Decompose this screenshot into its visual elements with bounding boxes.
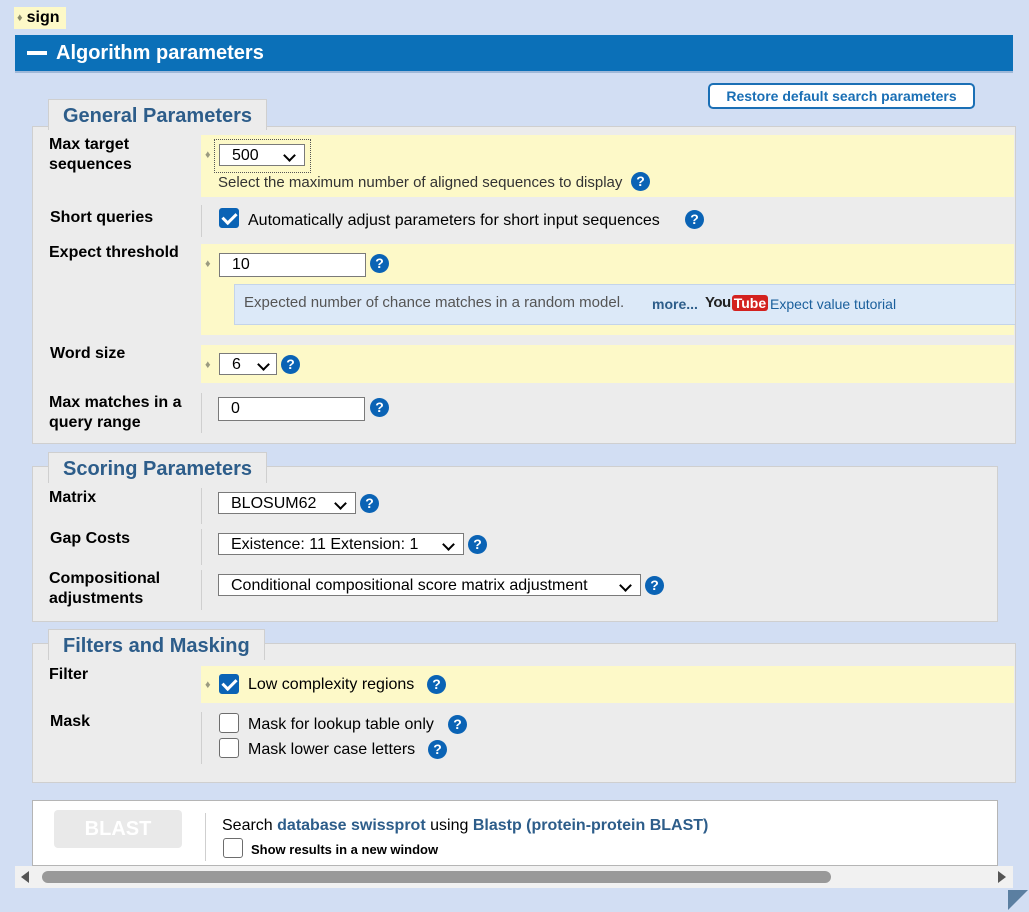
chevron-down-icon <box>283 149 296 162</box>
youtube-logo-you: You <box>705 294 731 311</box>
expect-tutorial-link[interactable]: Expect value tutorial <box>770 296 897 312</box>
help-icon[interactable]: ? <box>428 740 447 759</box>
program-link[interactable]: Blastp (protein-protein BLAST) <box>472 817 709 834</box>
word-size-value: 6 <box>232 356 241 373</box>
scrollbar-thumb[interactable] <box>42 871 831 883</box>
divider <box>201 570 202 610</box>
help-icon[interactable]: ? <box>448 715 467 734</box>
mask-label: Mask <box>50 713 91 730</box>
mask-lookup-checkbox[interactable] <box>219 713 239 733</box>
divider <box>201 488 202 524</box>
divider <box>201 712 202 764</box>
blast-button[interactable]: BLAST <box>54 810 182 848</box>
max-matches-input[interactable]: 0 <box>218 397 365 421</box>
word-size-select[interactable] <box>219 353 277 375</box>
general-parameters-legend: General Parameters <box>48 99 267 130</box>
diamond-icon: ♦ <box>205 679 211 691</box>
sign-label: sign <box>26 9 60 26</box>
chevron-down-icon <box>442 538 455 551</box>
short-queries-checkbox[interactable] <box>219 208 239 228</box>
database-link[interactable]: database swissprot <box>277 817 426 834</box>
divider <box>201 393 202 433</box>
help-icon[interactable]: ? <box>370 398 389 417</box>
expect-info-text: Expected number of chance matches in a random model. <box>244 294 625 311</box>
algorithm-parameters-header[interactable] <box>15 35 1013 71</box>
gap-costs-label: Gap Costs <box>50 530 131 547</box>
scoring-parameters-legend: Scoring Parameters <box>48 452 267 483</box>
word-size-label: Word size <box>50 345 126 362</box>
word-size-row-highlight <box>201 345 1014 383</box>
help-icon[interactable]: ? <box>281 355 300 374</box>
help-icon[interactable]: ? <box>370 254 389 273</box>
max-target-label: Max target sequences <box>49 136 132 173</box>
gap-costs-select[interactable] <box>218 533 464 555</box>
max-matches-label: Max matches in a query range <box>49 394 182 431</box>
scroll-right-arrow-icon[interactable] <box>998 871 1006 883</box>
diamond-icon: ♦ <box>205 258 211 270</box>
help-icon[interactable]: ? <box>360 494 379 513</box>
filters-masking-legend: Filters and Masking <box>48 629 265 660</box>
help-icon[interactable]: ? <box>468 535 487 554</box>
compositional-label: Compositional adjustments <box>49 570 161 607</box>
max-target-value: 500 <box>232 147 259 164</box>
search-using: using <box>430 817 469 834</box>
max-target-select[interactable] <box>219 144 305 166</box>
chevron-down-icon <box>619 579 632 592</box>
short-queries-label: Short queries <box>50 209 154 226</box>
matrix-select[interactable] <box>218 492 356 514</box>
scroll-left-arrow-icon[interactable] <box>21 871 29 883</box>
help-icon[interactable]: ? <box>685 210 704 229</box>
youtube-logo[interactable] <box>705 294 768 311</box>
search-prefix: Search <box>222 817 273 834</box>
collapse-icon[interactable] <box>27 51 47 55</box>
chevron-down-icon <box>334 497 347 510</box>
mask-lower-checkbox[interactable] <box>219 738 239 758</box>
chevron-down-icon <box>257 358 270 371</box>
new-window-text: Show results in a new window <box>251 842 439 857</box>
divider <box>201 205 202 237</box>
mask-lower-text: Mask lower case letters <box>248 741 416 758</box>
gap-costs-value: Existence: 11 Extension: 1 <box>231 536 419 553</box>
algorithm-parameters-title: Algorithm parameters <box>56 41 264 64</box>
divider <box>201 529 202 565</box>
compositional-value: Conditional compositional score matrix adjustment <box>231 577 588 594</box>
help-icon[interactable]: ? <box>427 675 446 694</box>
matrix-value: BLOSUM62 <box>231 495 317 512</box>
divider <box>205 813 206 861</box>
new-window-checkbox[interactable] <box>223 838 243 858</box>
expect-threshold-input[interactable]: 10 <box>219 253 366 277</box>
help-icon[interactable]: ? <box>631 172 650 191</box>
search-summary <box>222 816 708 836</box>
diamond-icon: ♦ <box>205 359 211 371</box>
restore-defaults-button[interactable]: Restore default search parameters <box>708 83 975 109</box>
help-icon[interactable]: ? <box>645 576 664 595</box>
filters-masking-section <box>32 643 1016 783</box>
mask-lookup-text: Mask for lookup table only <box>248 716 434 733</box>
short-queries-text: Automatically adjust parameters for short input sequences <box>248 212 660 229</box>
sign-chip[interactable] <box>14 7 66 29</box>
filter-label: Filter <box>49 666 89 683</box>
low-complexity-checkbox[interactable] <box>219 674 239 694</box>
expect-more-link[interactable]: more... <box>652 296 698 312</box>
low-complexity-text: Low complexity regions <box>248 676 415 693</box>
matrix-label: Matrix <box>49 489 97 506</box>
resize-corner-icon[interactable] <box>1008 890 1028 910</box>
diamond-icon: ♦ <box>17 12 23 24</box>
compositional-select[interactable] <box>218 574 641 596</box>
expect-threshold-label: Expect threshold <box>49 244 179 261</box>
youtube-logo-tube: Tube <box>733 294 767 311</box>
diamond-icon: ♦ <box>205 149 211 161</box>
max-target-hint: Select the maximum number of aligned sequences to display <box>218 174 623 191</box>
